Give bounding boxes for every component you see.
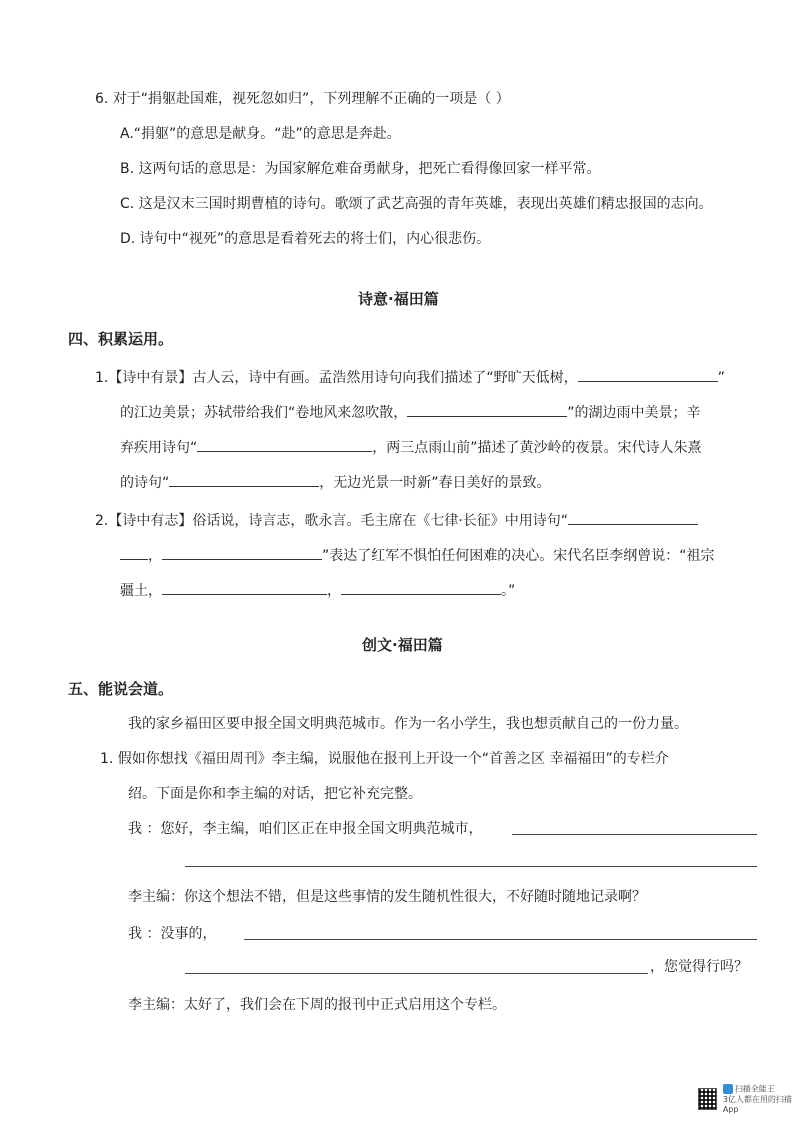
section-title-civ: 创文·福田篇 bbox=[362, 636, 443, 654]
p4-item2-line2-comma: ， bbox=[148, 548, 162, 564]
p4-item2-line3-end: 。” bbox=[501, 583, 516, 599]
p4-item2-line3-comma: ， bbox=[327, 583, 341, 599]
p4-item2-line1 bbox=[95, 510, 698, 530]
dialog-me-1-text: 您好，李主编，咱们区正在申报全国文明典范城市， bbox=[160, 821, 483, 837]
q6-option-d: D. 诗句中“视死”的意思是看着死去的将士们，内心很悲伤。 bbox=[120, 231, 491, 247]
p4-item1-line4-text: 的诗句“ bbox=[120, 475, 170, 491]
cs-logo-icon bbox=[723, 1084, 733, 1094]
answer-line[interactable] bbox=[185, 973, 648, 974]
dialog-me-1 bbox=[128, 820, 482, 838]
speaker-me: 我 ： bbox=[128, 821, 161, 837]
answer-blank[interactable] bbox=[162, 545, 322, 560]
answer-blank[interactable] bbox=[568, 510, 698, 525]
part5-q1-line1: 1. 假如你想找《福田周刊》李主编，说服他在报刊上开设一个“首善之区 幸福福田”的专栏介 bbox=[100, 751, 669, 767]
p4-item2-line1-text: 2.【诗中有志】俗话说，诗言志，歌永言。毛主席在《七律·长征》中用诗句“ bbox=[95, 513, 569, 529]
scanner-name: 扫描全能王 bbox=[734, 1084, 775, 1094]
p4-item1-line3-end: ，两三点雨山前”描述了黄沙岭的夜景。宋代诗人朱熹 bbox=[372, 440, 702, 456]
part4-heading: 四、积累运用。 bbox=[68, 330, 174, 348]
section-title-poem: 诗意·福田篇 bbox=[358, 290, 439, 308]
p4-item2-line2-text: ”表达了红军不惧怕任何困难的决心。宋代名臣李纲曾说：“祖宗 bbox=[322, 548, 715, 564]
answer-line[interactable] bbox=[244, 939, 757, 940]
p4-item1-line4 bbox=[120, 472, 551, 492]
part5-intro: 我的家乡福田区要申报全国文明典范城市。作为一名小学生，我也想贡献自己的一份力量。 bbox=[128, 716, 688, 732]
speaker-editor: 李主编： bbox=[128, 889, 184, 905]
answer-line[interactable] bbox=[185, 866, 757, 867]
answer-blank[interactable] bbox=[120, 545, 148, 560]
answer-blank[interactable] bbox=[341, 580, 501, 595]
p4-item1-line4-end: ，无边光景一时新”春日美好的景致。 bbox=[319, 475, 551, 491]
dialog-editor-2 bbox=[128, 996, 506, 1014]
answer-blank[interactable] bbox=[578, 367, 718, 382]
answer-blank[interactable] bbox=[169, 472, 319, 487]
p4-item1-line2-end: ”的湖边雨中美景；辛 bbox=[567, 405, 701, 421]
dialog-editor-2-text: 太好了，我们会在下周的报刊中正式启用这个专栏。 bbox=[184, 997, 506, 1013]
q6-option-c: C. 这是汉末三国时期曹植的诗句。歌颂了武艺高强的青年英雄，表现出英雄们精忠报国的志向。 bbox=[120, 196, 713, 212]
p4-item1-line3-text: 弃疾用诗句“ bbox=[120, 440, 198, 456]
p4-item1-line3 bbox=[120, 437, 702, 457]
scanner-sub: 3亿人都在用的扫描App bbox=[722, 1094, 792, 1114]
part5-heading: 五、能说会道。 bbox=[68, 680, 174, 698]
qr-code-icon bbox=[698, 1088, 717, 1110]
dialog-editor-1 bbox=[128, 888, 646, 906]
p4-item1-line2 bbox=[120, 402, 701, 422]
q6-option-b: B. 这两句话的意思是：为国家解危难奋勇献身，把死亡看得像回家一样平常。 bbox=[120, 161, 601, 177]
part5-q1-line2: 绍。下面是你和李主编的对话，把它补充完整。 bbox=[128, 786, 422, 802]
p4-item2-line3-text: 疆土， bbox=[120, 583, 162, 599]
dialog-editor-1-text: 你这个想法不错，但是这些事情的发生随机性很大，不好随时随地记录啊？ bbox=[184, 889, 646, 905]
speaker-me: 我 ： bbox=[128, 926, 161, 942]
p4-item2-line2 bbox=[120, 545, 715, 565]
scanner-watermark bbox=[698, 1084, 794, 1115]
q6-stem: 6. 对于“捐躯赴国难，视死忽如归”，下列理解不正确的一项是（ ） bbox=[95, 91, 510, 107]
answer-blank[interactable] bbox=[407, 402, 567, 417]
dialog-me-2-end: ，您觉得行吗？ bbox=[650, 959, 748, 975]
p4-item1-line2-text: 的江边美景；苏轼带给我们“卷地风来忽吹散， bbox=[120, 405, 408, 421]
answer-line[interactable] bbox=[512, 834, 757, 835]
answer-blank[interactable] bbox=[162, 580, 327, 595]
q6-option-a: A.“捐躯”的意思是献身。“赴”的意思是奔赴。 bbox=[120, 126, 401, 142]
answer-blank[interactable] bbox=[197, 437, 372, 452]
dialog-me-2 bbox=[128, 925, 216, 943]
p4-item1-line1 bbox=[95, 367, 725, 387]
p4-item2-line3 bbox=[120, 580, 515, 600]
p4-item1-line1-end: ” bbox=[717, 370, 725, 386]
speaker-editor: 李主编： bbox=[128, 997, 184, 1013]
p4-item1-line1-text: 1.【诗中有景】古人云，诗中有画。孟浩然用诗句向我们描述了“野旷天低树， bbox=[95, 370, 578, 386]
dialog-me-2-text: 没事的， bbox=[160, 926, 217, 942]
